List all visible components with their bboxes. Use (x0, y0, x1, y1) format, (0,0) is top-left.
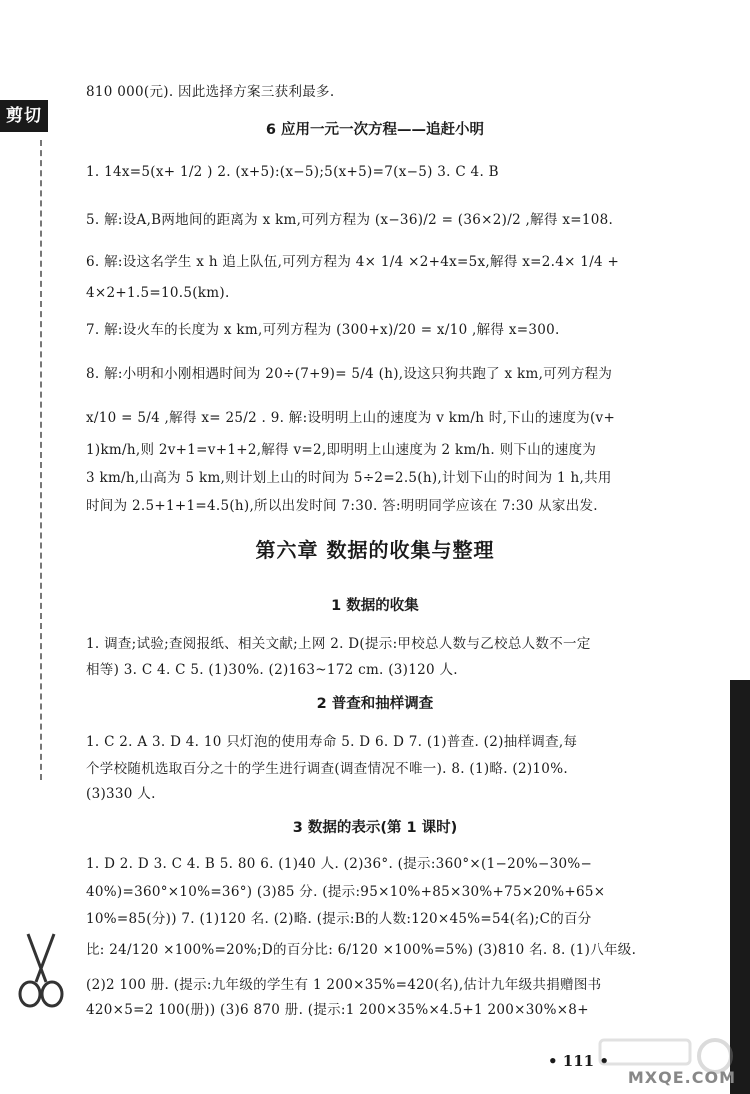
text-line: 1. C 2. A 3. D 4. 10 只灯泡的使用寿命 5. D 6. D 7. (1)普查. (2)抽样调查,每 (86, 734, 578, 750)
text-line: 4×2+1.5=10.5(km). (86, 285, 230, 301)
section-title: 2 普查和抽样调查 (316, 696, 434, 712)
text-line: 1)km/h,则 2v+1=v+1+2,解得 v=2,即明明上山速度为 2 km/h. 则下山的速度为 (86, 442, 597, 458)
watermark-text: MXQE.COM (627, 1068, 736, 1087)
text-line: (3)330 人. (86, 786, 156, 802)
section-title: 3 数据的表示(第 1 课时) (292, 820, 458, 836)
scissors-icon (6, 930, 76, 1010)
text-line: 10%=85(分)) 7. (1)120 名. (2)略. (提示:B的人数:120×45%=54(名);C的百分 (86, 911, 592, 927)
text-line: 比: 24/120 ×100%=20%;D的百分比: 6/120 ×100%=5%) (3)810 名. 8. (1)八年级. (86, 942, 637, 958)
text-line: 6. 解:设这名学生 x h 追上队伍,可列方程为 4× 1/4 ×2+4x=5x,解得 x=2.4× 1/4 + (86, 254, 620, 270)
text-line: 810 000(元). 因此选择方案三获利最多. (86, 84, 335, 100)
text-line: 1. 14x=5(x+ 1/2 ) 2. (x+5):(x−5);5(x+5)=7(x−5) 3. C 4. B (86, 164, 499, 180)
text-line: 1. 调查;试验;查阅报纸、相关文献;上网 2. D(提示:甲校总人数与乙校总人数不一定 (86, 636, 591, 652)
cut-line-dashes (40, 140, 42, 780)
page-number: • 111 • (548, 1052, 609, 1070)
text-line: 40%)=360°×10%=36°) (3)85 分. (提示:95×10%+85×30%+75×20%+65× (86, 884, 606, 900)
text-line: 3 km/h,山高为 5 km,则计划上山的时间为 5÷2=2.5(h),计划下山的时间为 1 h,共用 (86, 470, 612, 486)
text-line: 时间为 2.5+1+1=4.5(h),所以出发时间 7:30. 答:明明同学应该在 7:30 从家出发. (86, 498, 598, 514)
chapter-title: 第六章 数据的收集与整理 (255, 538, 495, 562)
section-title: 1 数据的收集 (331, 598, 419, 614)
text-line: 相等) 3. C 4. C 5. (1)30%. (2)163~172 cm. (3)120 人. (86, 662, 458, 678)
text-line: 1. D 2. D 3. C 4. B 5. 80 6. (1)40 人. (2)36°. (提示:360°×(1−20%−30%− (86, 856, 593, 872)
text-line: 420×5=2 100(册)) (3)6 870 册. (提示:1 200×35%×4.5+1 200×30%×8+ (86, 1002, 589, 1018)
text-line: x/10 = 5/4 ,解得 x= 25/2 . 9. 解:设明明上山的速度为 v km/h 时,下山的速度为(v+ (86, 410, 616, 426)
text-line: 7. 解:设火车的长度为 x km,可列方程为 (300+x)/20 = x/10 ,解得 x=300. (86, 322, 560, 338)
cut-line-tab: 剪切线 (0, 100, 48, 132)
section-title: 6 应用一元一次方程——追赶小明 (265, 122, 485, 138)
text-line: 5. 解:设A,B两地间的距离为 x km,可列方程为 (x−36)/2 = (36×2)/2 ,解得 x=108. (86, 212, 614, 228)
text-line: 个学校随机选取百分之十的学生进行调查(调查情况不唯一). 8. (1)略. (2)10%. (86, 761, 568, 777)
text-line: (2)2 100 册. (提示:九年级的学生有 1 200×35%=420(名),估计九年级共捐赠图书 (86, 977, 602, 993)
text-line: 8. 解:小明和小刚相遇时间为 20÷(7+9)= 5/4 (h),设这只狗共跑了 x km,可列方程为 (86, 366, 613, 382)
